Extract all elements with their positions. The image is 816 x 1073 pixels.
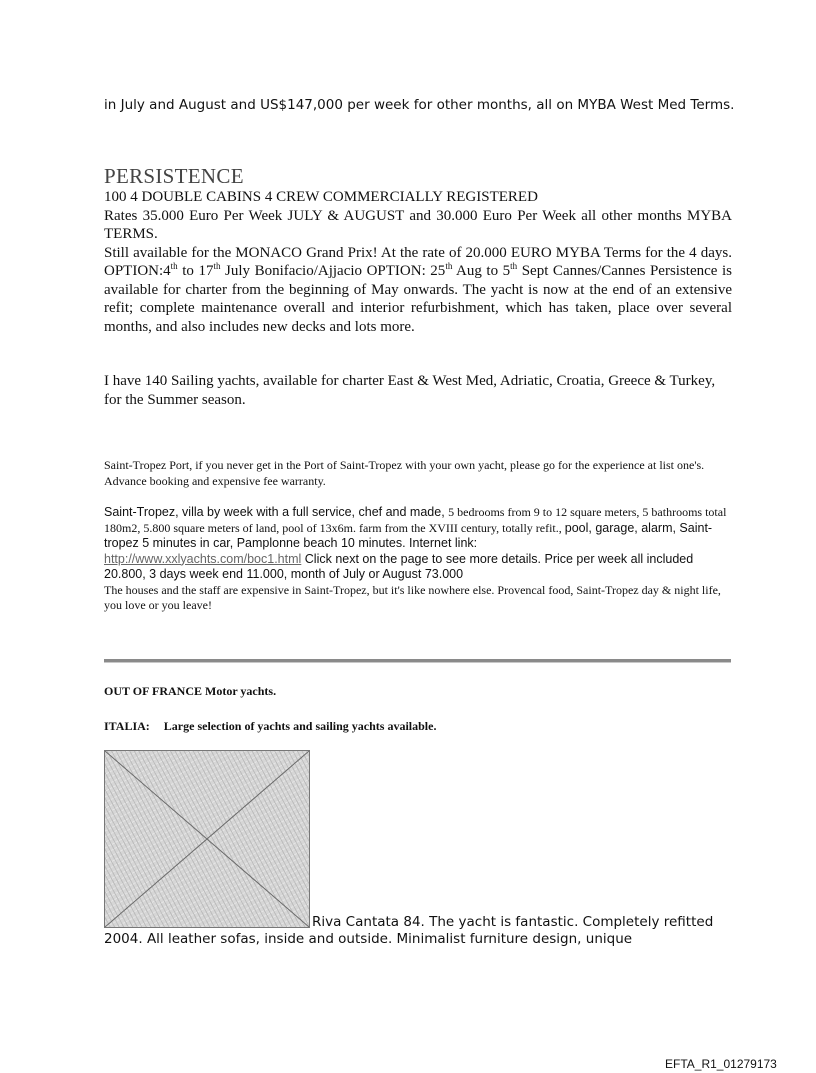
yacht-image-placeholder — [104, 750, 310, 928]
persistence-cabins-line: 100 4 DOUBLE CABINS 4 CREW COMMERCIALLY REGISTERED — [104, 189, 538, 205]
sailing-yachts-paragraph: I have 140 Sailing yachts, available for charter East & West Med, Adriatic, Croatia, Greece & Turkey, for the Summer season. — [104, 373, 716, 408]
image-placeholder-cross-icon — [105, 751, 309, 927]
persistence-block — [104, 188, 732, 336]
saint-tropez-villa-paragraph: Saint-Tropez, villa by week with a full service, chef and made, 5 bedrooms from 9 to 12 square meters, 5 bathrooms total 180m2, 5.800 square meters of land, pool of 13x6m. farm from the XVIII century, totally refit., pool, garage, alarm, Saint-tropez 5 minutes in car, Pamplonne beach 10 minutes. Internet link: http://www.xxlyachts.com/boc1.html Click next on the page to see more details. Price per week all included 20.800, 3 days week end 11.000, month of July or August 73.000 The houses and the staff are expensive in Saint-Tropez, but it's like nowhere else. Provencal food, Saint-Tropez day & night life, you love or you leave! — [104, 505, 727, 612]
document-id-footer: EFTA_R1_01279173 — [665, 1057, 777, 1071]
riva-cantata-paragraph: Riva Cantata 84. The yacht is fantastic. Completely refitted 2004. All leather sofas, inside and outside. Minimalist furniture design, unique — [104, 914, 714, 947]
persistence-rates-line: Rates 35.000 Euro Per Week JULY & AUGUST and 30.000 Euro Per Week all other months MYBA TERMS. — [104, 207, 732, 242]
horizontal-divider — [104, 659, 731, 663]
persistence-availability-paragraph: Still available for the MONACO Grand Prix! At the rate of 20.000 EURO MYBA Terms for the 4 days. OPTION:4th to 17th July Bonifacio/Ajjacio OPTION: 25th Aug to 5th Sept Cannes/Cannes Persistence is available for charter from the beginning of May onwards. The yacht is now at the end of an extensive refit; complete maintenance overall and interior refurbishment, which has taken, place over several months, and also includes new decks and lots more. — [104, 244, 732, 335]
xxlyachts-link[interactable]: http://www.xxlyachts.com/boc1.html — [104, 551, 302, 566]
italia-line — [104, 719, 436, 734]
persistence-heading: PERSISTENCE — [104, 164, 244, 188]
out-of-france-heading: OUT OF FRANCE Motor yachts. — [104, 684, 277, 698]
saint-tropez-port-paragraph: Saint-Tropez Port, if you never get in the Port of Saint-Tropez with your own yacht, please go for the experience at list one's. Advance booking and expensive fee warranty. — [104, 458, 705, 488]
italia-label: ITALIA: — [104, 719, 150, 733]
italia-text: Large selection of yachts and sailing yachts available. — [163, 719, 437, 733]
intro-paragraph: in July and August and US$147,000 per week for other months, all on MYBA West Med Terms. — [104, 97, 735, 113]
houses-paragraph: The houses and the staff are expensive in Saint-Tropez, but it's like nowhere else. Provencal food, Saint-Tropez day & night life, you love or you leave! — [104, 582, 721, 612]
